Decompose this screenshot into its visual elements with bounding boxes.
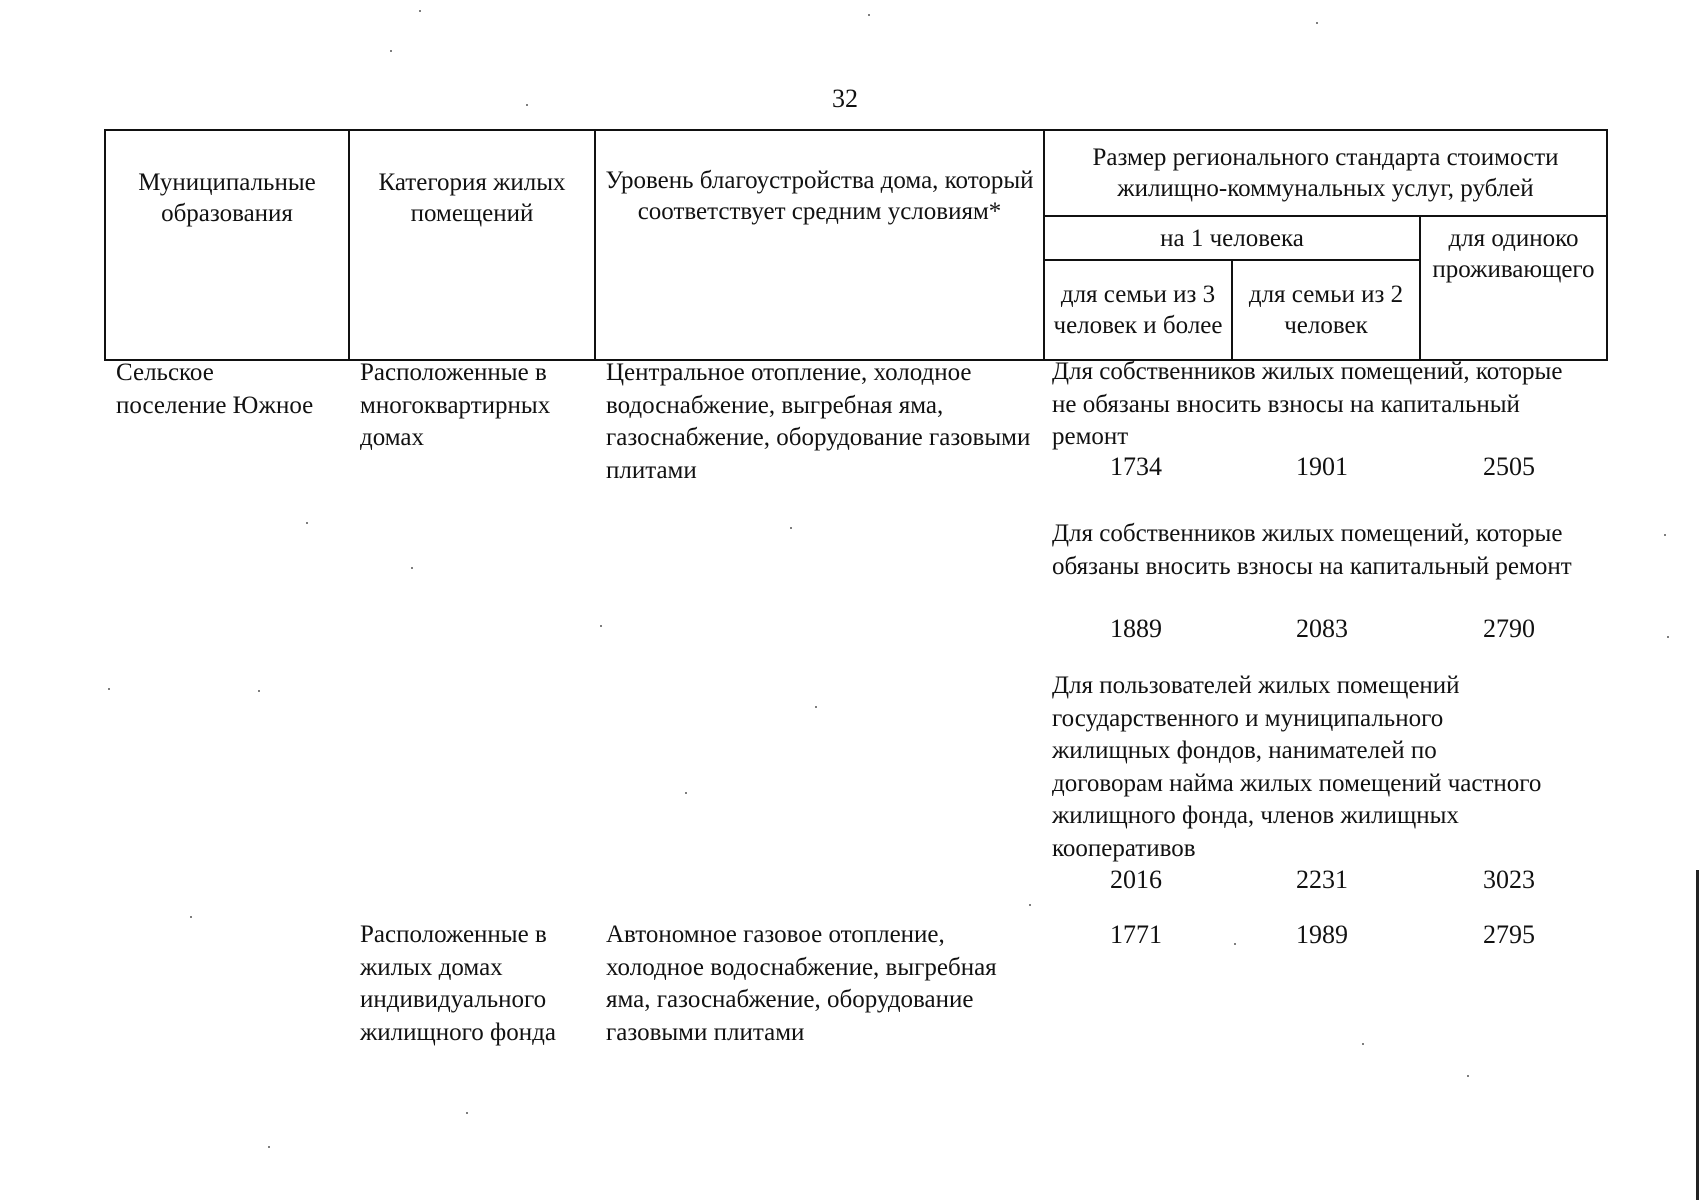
header-municipality: Муниципальные образования [105,130,349,360]
value-family-3-plus: 1734 [1110,452,1162,481]
scan-speck [190,916,192,918]
value-family-2: 1901 [1296,452,1348,481]
scan-speck [1467,1075,1469,1077]
scan-speck [258,690,260,692]
value-family-2: 2231 [1296,865,1348,894]
table-header [104,129,1608,361]
value-family-3-plus: 1771 [1110,920,1162,949]
scan-speck [685,792,687,794]
scan-speck [1029,904,1031,906]
comfort-houses: Автономное газовое отопление, холодное водоснабжение, выгребная яма, газоснабжение, оборудование газовыми плитами [606,921,997,1046]
category-houses: Расположенные в жилых домах индивидуального жилищного фонда [360,921,556,1046]
value-single: 2505 [1483,452,1535,481]
value-single: 2795 [1483,920,1535,949]
group-label-obliged: Для собственников жилых помещений, которые обязаны вносить взносы на капитальный ремонт [1052,520,1572,580]
comfort-apartments: Центральное отопление, холодное водоснабжение, выгребная яма, газоснабжение, оборудование газовыми плитами [606,359,1031,484]
value-family-3-plus: 2016 [1110,865,1162,894]
scan-speck [390,50,392,52]
category-apartments: Расположенные в многоквартирных домах [360,359,551,451]
value-family-2: 1989 [1296,920,1348,949]
header-single-resident: для одиноко проживающего [1420,216,1607,360]
header-family-3-plus: для семьи из 3 человек и более [1044,260,1232,360]
scan-speck [306,522,308,524]
scan-speck [1664,534,1666,536]
scan-speck [1362,1043,1364,1045]
scan-speck [268,1146,270,1148]
scan-speck [815,706,817,708]
header-category: Категория жилых помещений [349,130,595,360]
scan-speck [1667,636,1669,638]
value-single: 3023 [1483,865,1535,894]
value-single: 2790 [1483,614,1535,643]
scan-speck [419,10,421,12]
scan-speck [600,625,602,627]
group-label-not-obliged: Для собственников жилых помещений, которые не обязаны вносить взносы на капитальный ремонт [1052,358,1563,450]
scan-speck [790,527,792,529]
scan-speck [108,688,110,690]
value-family-2: 2083 [1296,614,1348,643]
municipality-name: Сельское поселение Южное [116,359,314,419]
page-number: 32 [832,84,858,113]
header-comfort-level: Уровень благоустройства дома, который соответствует средним условиям* [595,130,1044,360]
scan-speck [868,14,870,16]
scan-speck [526,104,528,106]
group-label-tenants: Для пользователей жилых помещений государственного и муниципального жилищных фондов, нанимателей по договорам найма жилых помещений частного жилищного фонда, членов жилищных кооперативов [1052,672,1542,862]
scan-speck [466,1112,468,1114]
scan-speck [1316,22,1318,24]
scan-speck [1234,943,1236,945]
header-family-2: для семьи из 2 человек [1232,260,1420,360]
value-family-3-plus: 1889 [1110,614,1162,643]
header-per-person: на 1 человека [1044,216,1420,260]
scan-speck [411,567,413,569]
header-standard-size: Размер регионального стандарта стоимости жилищно-коммунальных услуг, рублей [1044,130,1607,216]
